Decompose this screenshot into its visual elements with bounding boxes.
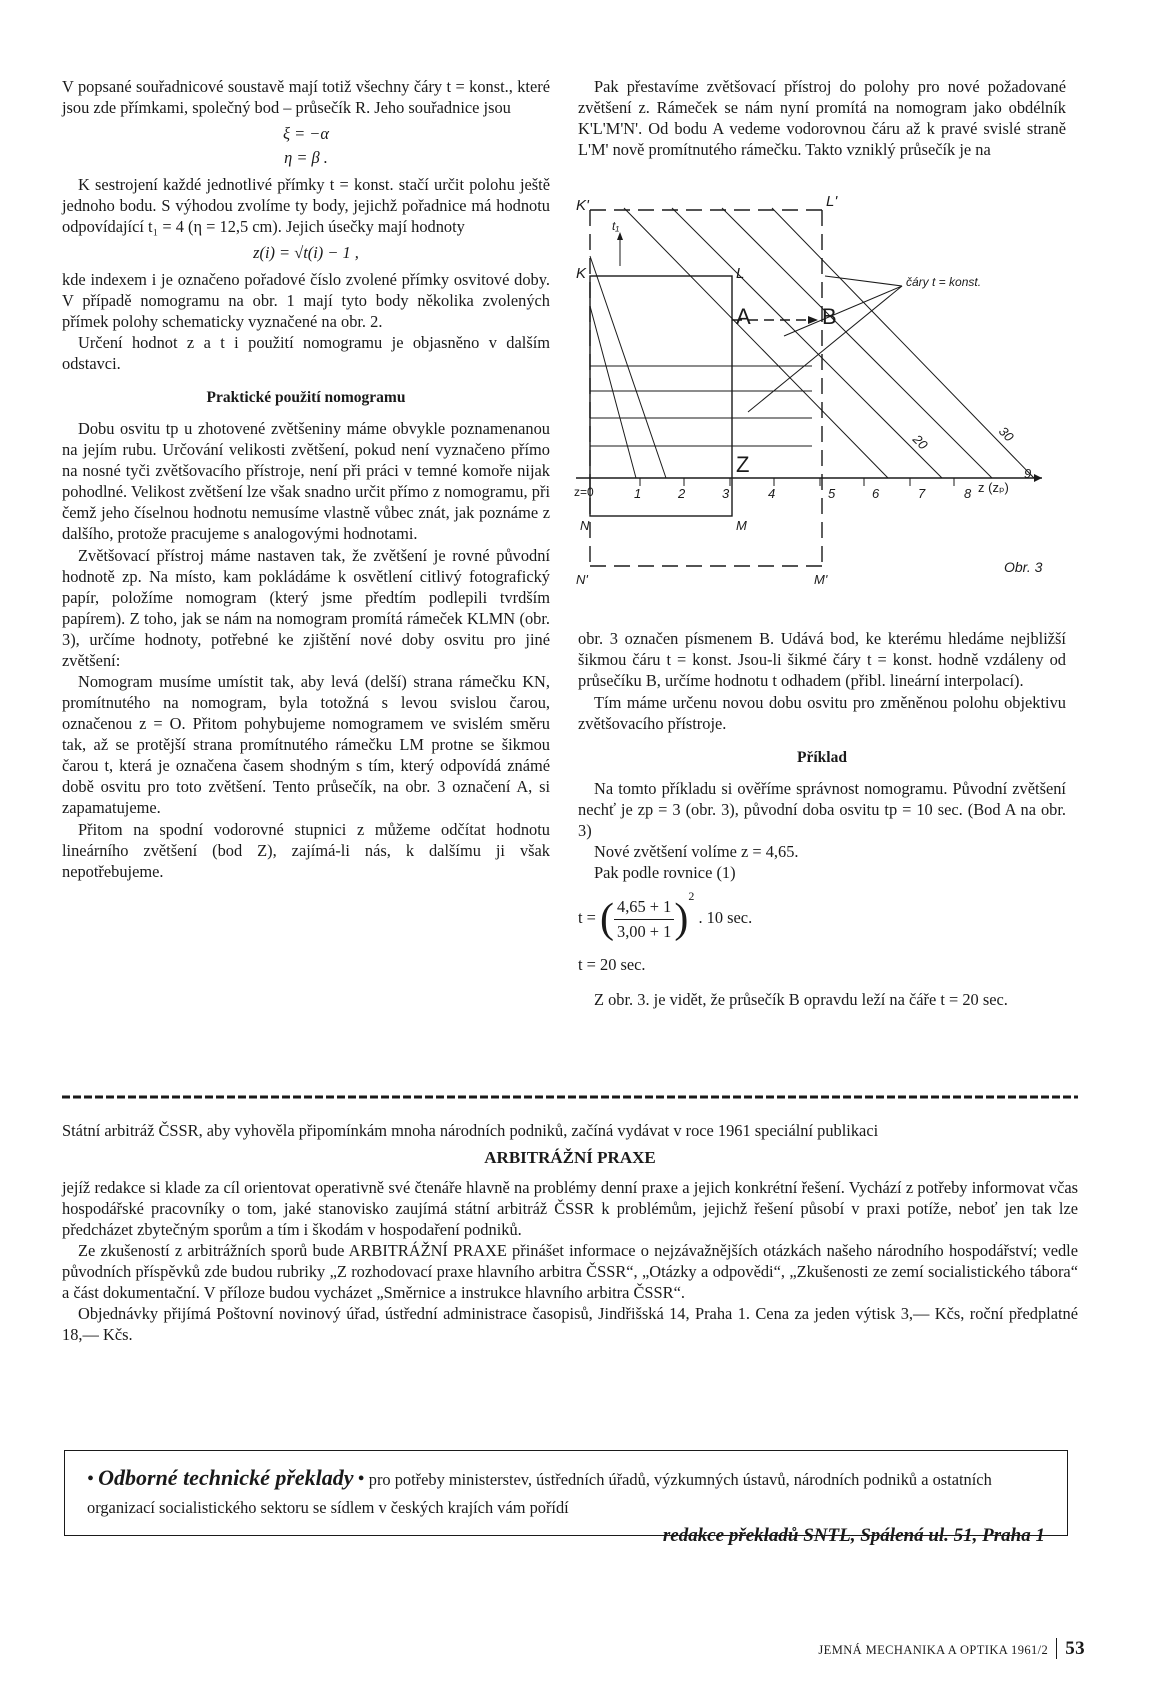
page-number: 53 bbox=[1056, 1638, 1085, 1659]
label-leader bbox=[825, 276, 902, 286]
equation-result: t = 20 sec. bbox=[578, 954, 646, 974]
paragraph: K sestrojení každé jednotlivé přímky t = konst. stačí určit polohu ještě jednoho bodu. S výhodou zvolíme ty body, jejichž pořadnice má hodnotu odpovídající t₁ = 4 (η = 12,5 cm). Jejich úsečky mají hodnoty bbox=[62, 174, 550, 236]
paragraph: jejíž redakce si klade za cíl orientovat operativně své čtenáře hlavně na problémy denní praxe a jejich konkrétní řešení. Vychází z potřeby informovat včas hospodářské pracovníky o tom, jaké stanovisko zaujímá státní arbitráž ČSSR k problémům, jejichž řešení působí v praxi potíže, neboť jen tak lze předcházet zbytečným sporům a tím i škodám v hospodaření podniků. bbox=[62, 1177, 1078, 1240]
paragraph: Objednávky přijímá Poštovní novinový úřad, ústřední administrace časopisů, Jindřišská 14, Praha 1. Cena za jeden výtisk 3,— Kčs, roční předplatné 18,— Kčs. bbox=[62, 1304, 1078, 1345]
label-b: B bbox=[822, 304, 837, 329]
paragraph: Pak přestavíme zvětšovací přístroj do polohy pro nové požadované zvětšení z. Rámeček se nám nyní promítá na nomogram jako obdélník K'L'M'N'. Od bodu A vedeme vodorovnou čáru až k pravé svislé straně L'M' nově promítnutého rámečku. Takto vzniklý průsečík je na bbox=[578, 77, 1066, 160]
label-m1: M' bbox=[814, 572, 828, 587]
paragraph: obr. 3 označen písmenem B. Udává bod, ke kterému hledáme nejbližší šikmou čáru t = konst. Jsou-li šikmé čáry t = konst. hodně vzdáleny od průsečíku B, určíme hodnotu t odhadem (přibl. lineární interpolací). bbox=[578, 629, 1066, 691]
paragraph: Tím máme určenu novou dobu osvitu pro změněnou polohu objektivu zvětšovacího přístroje. bbox=[578, 692, 1066, 733]
ad-text: pro potřeby ministerstev, ústředních úřadů, výzkumných ústavů, národních podniků a ostatních organizací socialistického sektoru se sídlem v českých krajích vám pořídí bbox=[87, 1470, 992, 1518]
tick-label: 5 bbox=[828, 486, 836, 501]
diagonal-line bbox=[624, 208, 888, 478]
ad-contact: redakce překladů SNTL, Spálená ul. 51, Praha 1 bbox=[662, 1524, 1045, 1546]
page-footer bbox=[818, 1638, 1085, 1660]
tick-label: 2 bbox=[678, 486, 686, 501]
tick-label: 1 bbox=[634, 486, 642, 501]
paragraph: Určení hodnot z a t i použití nomogramu je objasněno v dalším odstavci. bbox=[62, 332, 550, 374]
ad-title: Odborné technické překlady bbox=[98, 1465, 354, 1490]
equation-example: t = ( $\frac{4,65 + 1}{3,00 + 1}$ )$^2$ . 10 sec. bbox=[578, 889, 753, 942]
axis-arrow-icon bbox=[1034, 474, 1042, 482]
paragraph: Přitom na spodní vodorovné stupnici z můžeme odčítat hodnotu lineárního zvětšení (bod Z), zajímá-li nás, k dalšímu ji však nepotřebujeme. bbox=[62, 819, 550, 881]
tick-label: 7 bbox=[918, 486, 926, 501]
arbitration-notice bbox=[62, 1120, 1078, 1346]
paragraph: Na tomto příkladu si ověříme správnost nomogramu. Původní zvětšení nechť je zp = 3 (obr. 3), původní doba osvitu tp = 10 sec. (Bod A na obr. 3) bbox=[578, 778, 1066, 840]
label-k1: K' bbox=[576, 197, 589, 214]
diagonal-line bbox=[722, 208, 992, 478]
bullet: • bbox=[357, 1468, 365, 1490]
journal-name: JEMNÁ MECHANIKA A OPTIKA 1961/2 bbox=[818, 1643, 1049, 1657]
nomogram-figure bbox=[572, 193, 1076, 636]
frame-k1l1m1n1 bbox=[590, 210, 822, 566]
equation-z: z(i) = √t(i) − 1 , bbox=[253, 242, 359, 262]
label-axis: z (zₚ) bbox=[978, 480, 1009, 495]
diagonal-lines bbox=[590, 208, 1034, 478]
label-l: L bbox=[736, 265, 745, 282]
frame-klmn bbox=[590, 276, 732, 516]
tick-label: 3 bbox=[722, 486, 730, 501]
section-title: Praktické použití nomogramu bbox=[206, 389, 406, 407]
tick-label: 8 bbox=[964, 486, 972, 501]
tick-label: 6 bbox=[872, 486, 880, 501]
paragraph: Ze zkušeností z arbitrážních sporů bude ARBITRÁŽNÍ PRAXE přinášet informace o nejzávažnějších otázkách našeho národního hospodářství; vedle původních příspěvků zde budou rubriky „Z rozhodovací praxe hlavního arbitra ČSSR“, „Otázky a odpovědi“, „Zkušenosti ze zemí socialistického tábora“ a část dokumentační. V příloze budou vycházet „Směrnice a instrukce hlavního arbitra ČSSR“. bbox=[62, 1241, 1078, 1303]
figure-labels bbox=[574, 193, 1043, 587]
label-z: Z bbox=[736, 452, 750, 477]
label-m: M bbox=[736, 518, 747, 533]
t1-arrow-icon bbox=[617, 232, 623, 240]
section-divider bbox=[62, 1093, 1078, 1101]
equation-coordinates: ξ = −α η = β . bbox=[283, 124, 329, 167]
tick-label: 9 bbox=[1024, 466, 1032, 481]
label-lines: čáry t = konst. bbox=[906, 275, 982, 289]
label-l1: L' bbox=[826, 193, 838, 210]
left-column bbox=[62, 76, 550, 882]
label-t1: t₁ bbox=[612, 219, 620, 233]
figure-caption: Obr. 3 bbox=[1004, 559, 1043, 575]
label-n1: N' bbox=[576, 572, 588, 587]
paragraph: Nomogram musíme umístit tak, aby levá (delší) strana rámečku KN, promítnutého na nomogram, byla totožná s levou svislou čarou, označenou z = O. Přitom pohybujeme nomogramem ve svislém směru tak, až se protější strana promítnutého rámečku LM protne se šikmou čarou t, která je označena časem shodným s tím, který odpovídá známé době osvitu pro toto zvětšení. Tento průsečík, na obr. 3 označení A, si zapamatujeme. bbox=[62, 671, 550, 818]
paragraph: Pak podle rovnice (1) bbox=[594, 862, 736, 882]
paragraph: Státní arbitráž ČSSR, aby vyhověla připomínkám mnoha národních podniků, začíná vydávat v roce 1961 speciální publikaci bbox=[62, 1121, 879, 1140]
notice-title: ARBITRÁŽNÍ PRAXE bbox=[484, 1148, 656, 1168]
label-z0: z=0 bbox=[574, 485, 594, 499]
section-title: Příklad bbox=[797, 748, 847, 766]
diagonal-line bbox=[672, 208, 942, 478]
paragraph: Nové zvětšení volíme z = 4,65. bbox=[594, 841, 799, 861]
label-n: N bbox=[580, 518, 590, 533]
advertisement-box bbox=[64, 1450, 1068, 1546]
diagonal-line bbox=[772, 208, 1034, 478]
diagonal-label: 20 bbox=[909, 431, 931, 453]
label-a: A bbox=[736, 304, 751, 329]
diagonal-line bbox=[590, 256, 666, 478]
bullet: • bbox=[87, 1468, 95, 1490]
paragraph: Zvětšovací přístroj máme nastaven tak, že zvětšení je rovné původní hodnotě zp. Na místo, kam pokládáme k osvětlení citlivý fotografický papír, položíme nomogram (který jsme předtím podlepili tvrdším papírem). Z toho, jak se nám na nomogram promítá rámeček KLMN (obr. 3), určíme hodnoty, potřebné ke zjištění nové doby osvitu pro jiné zvětšení: bbox=[62, 545, 550, 670]
paragraph: Dobu osvitu tp u zhotovené zvětšeniny máme obvykle poznamenanou na jejím rubu. Určování velikosti zvětšení, pokud není vyznačeno přímo na nosné tyči zvětšovacího přístroje, není při práci v temné komoře nijak pohodlné. Velikost zvětšení lze však snadno určit přímo z nomogramu, při čemž jeho číselnou hodnotu nemusíme vlastně vůbec znát, jak poznáme z dalšího, protože pracujeme s analogovými hodnotami. bbox=[62, 419, 550, 544]
paragraph: V popsané souřadnicové soustavě mají totiž všechny čáry t = konst., které jsou zde přímkami, společný bod – průsečík R. Jeho souřadnice jsou bbox=[62, 77, 550, 118]
tick-label: 4 bbox=[768, 486, 776, 501]
paragraph: Z obr. 3. je vidět, že průsečík B opravdu leží na čáře t = 20 sec. bbox=[594, 989, 1008, 1009]
diagonal-line bbox=[590, 306, 636, 478]
paragraph: kde indexem i je označeno pořadové číslo zvolené přímky osvitové doby. V případě nomogramu na obr. 1 mají tyto body několika zvolených přímek polohy schematicky vyznačené na obr. 2. bbox=[62, 269, 550, 331]
arrow-to-b-icon bbox=[808, 316, 818, 324]
diagonal-label: 30 bbox=[995, 423, 1017, 445]
horizontal-ticks bbox=[590, 366, 954, 486]
label-k: K bbox=[576, 265, 587, 282]
